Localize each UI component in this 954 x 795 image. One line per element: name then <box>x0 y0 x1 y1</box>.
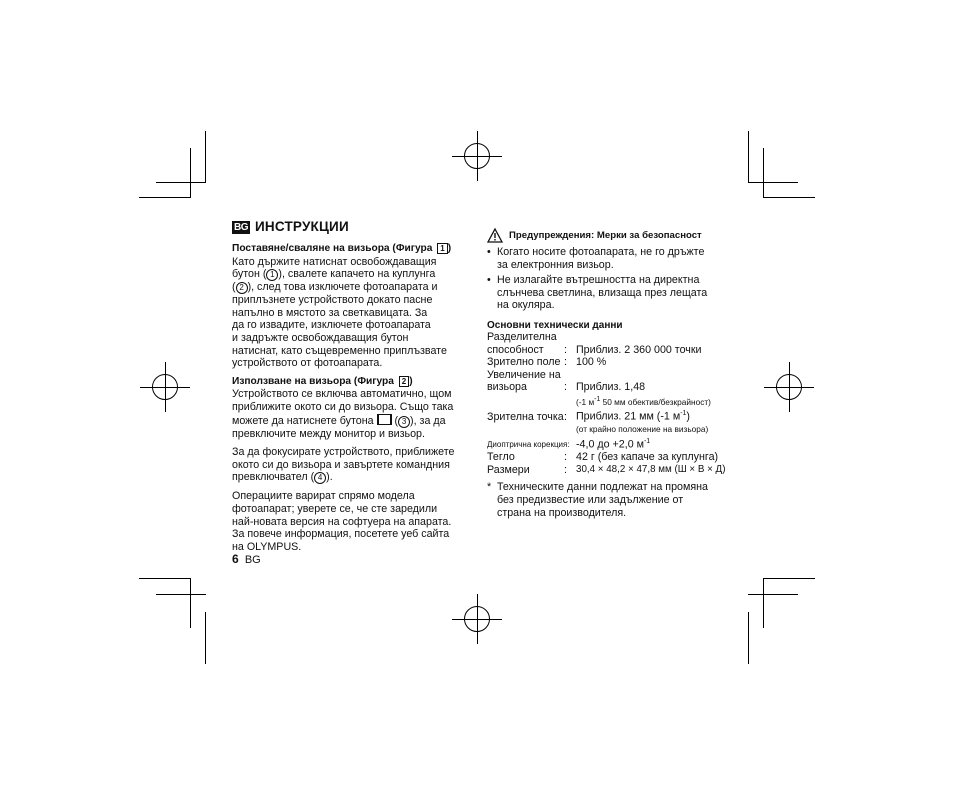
list-item: • Когато носите фотоапарата, не го дръжте за електронния визьор. <box>487 246 727 271</box>
crop-mark <box>205 131 206 183</box>
language-badge: BG <box>234 222 248 233</box>
attach-paragraph: Като държите натиснат освобождаващия бутон ( 1 ), свалете капачето на куплунга ( 2 ), след това изключете фотоапарата и приплъзнете устройството докато пасне напълно в мястото за светкавицата. За да го извадите, изключете фотоапарата и задръжте освобождаващия бутон натиснат, като същевременно приплъзвате устройството от фотоапарата. <box>232 255 447 370</box>
table-row: Размери : 30,4 × 48,2 × 47,8 мм (Ш × В × Д) <box>487 463 726 476</box>
warning-icon <box>487 228 503 243</box>
warning-list <box>487 246 727 312</box>
use-paragraph: Устройството се включва автоматично, щом приближите окото си до визьора. Също така можете да натиснете бутона ( 3 ), за да превключите между монитор и визьор. <box>232 388 454 440</box>
table-row: Разделителна <box>487 330 557 343</box>
callout-number: 1 <box>266 269 278 281</box>
crop-mark <box>763 578 815 579</box>
callout-number: 3 <box>398 416 410 428</box>
crop-mark <box>190 578 191 628</box>
focus-paragraph: За да фокусирате устройството, приближете окото си до визьора и завъртете командния превключвател ( 4 ). <box>232 446 455 484</box>
crop-mark <box>139 578 191 579</box>
crop-mark <box>139 197 191 198</box>
table-row: Тегло : 42 г (без капаче за куплунга) <box>487 451 719 464</box>
use-heading: Използване на визьора (Фигура 2 ) <box>232 375 413 387</box>
registration-mark-bottom <box>452 594 502 644</box>
firmware-paragraph: Операциите варират спрямо модела фотоапарат; уверете се, че сте заредили най-новата версия на софтуера на апарата. За повече информация, посетете уеб сайта на OLYMPUS. <box>232 490 452 553</box>
crop-mark <box>763 148 764 198</box>
crop-mark <box>205 612 206 664</box>
page-title: ИНСТРУКЦИИ <box>255 219 349 235</box>
table-row: Зрителна точка : Приблиз. 21 мм (-1 $м^{-1}$) <box>487 410 690 423</box>
monitor-button-icon <box>377 414 392 425</box>
table-row: визьора : Приблиз. 1,48 <box>487 381 646 394</box>
callout-number: 4 <box>314 472 326 484</box>
registration-mark-top <box>452 131 502 181</box>
table-row: Зрително поле : 100 % <box>487 356 607 369</box>
crop-mark <box>748 182 798 183</box>
registration-mark-right <box>764 362 814 412</box>
list-item: • Не излагайте вътрешността на директна слънчева светлина, влизаща през лещата на окуляра. <box>487 274 727 312</box>
warning-heading: Предупреждения: Мерки за безопасност <box>509 230 702 242</box>
crop-mark <box>156 594 206 595</box>
crop-mark <box>748 131 749 183</box>
crop-mark <box>763 578 764 628</box>
crop-mark <box>190 148 191 198</box>
table-row: Увеличение на <box>487 368 561 381</box>
crop-mark <box>763 197 815 198</box>
table-row: (от крайно положение на визьора) <box>576 424 709 435</box>
crop-mark <box>156 182 206 183</box>
specs-heading: Основни технически данни <box>487 319 623 331</box>
page-number: 6 BG <box>232 552 261 566</box>
instructions-column <box>232 221 464 559</box>
attach-heading: Поставяне/сваляне на визьора (Фигура 1 ) <box>232 243 452 254</box>
table-row: Диоптрична корекция: -4,0 до +2,0 $м^{-1}$ <box>487 438 651 451</box>
crop-mark <box>748 594 798 595</box>
figure-number: 1 <box>437 243 447 254</box>
crop-mark <box>748 612 749 664</box>
specs-column <box>487 228 727 519</box>
callout-number: 2 <box>236 282 248 294</box>
specs-footnote: * Техническите данни подлежат на промяна без предизвестие или задължение от страна на производителя. <box>487 481 708 519</box>
warning-heading-row <box>487 228 727 243</box>
section-title-row <box>232 221 464 234</box>
table-row: способност : Приблиз. 2 360 000 точки <box>487 343 702 356</box>
registration-mark-left <box>140 362 190 412</box>
table-row: (-1 $м^{-1}$ 50 мм обектив/безкрайност) <box>576 395 711 407</box>
figure-number: 2 <box>399 376 409 387</box>
specs-table <box>487 331 725 476</box>
